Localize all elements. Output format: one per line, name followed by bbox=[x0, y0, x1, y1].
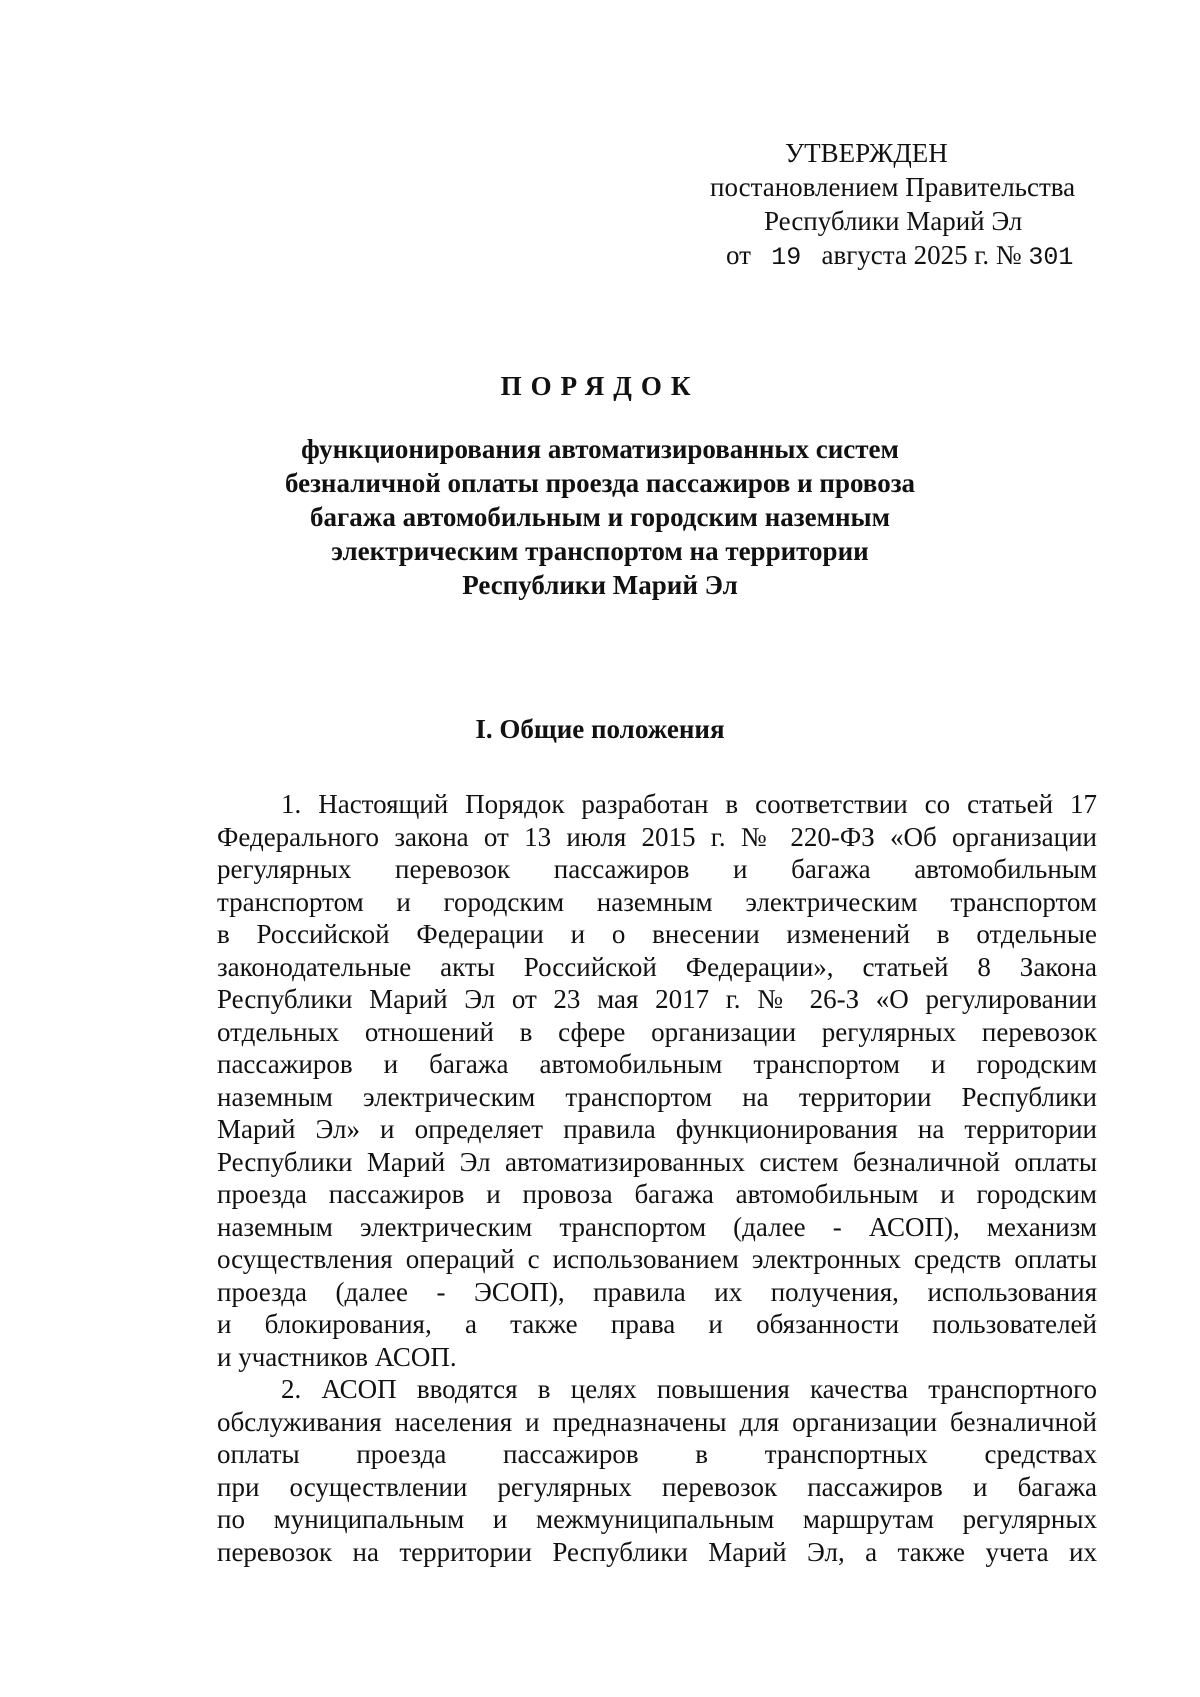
subtitle-line: Республики Марий Эл bbox=[462, 570, 738, 600]
paragraph-line: Федерального закона от 13 июля 2015 г. № 220-ФЗ «Об организации bbox=[217, 821, 1097, 852]
approval-date-prefix: от bbox=[726, 240, 751, 270]
document-subtitle bbox=[240, 432, 960, 602]
section-heading: I. Общие положения bbox=[475, 714, 725, 744]
paragraph-line: по муниципальным и межмуниципальным маршрутам регулярных bbox=[217, 1504, 1097, 1534]
paragraph-line: регулярных перевозок пассажиров и багажа автомобильным bbox=[217, 854, 1097, 884]
paragraph-line: перевозок на территории Республики Марий Эл, а также учета их bbox=[217, 1536, 1097, 1567]
approval-day: 19 bbox=[771, 243, 802, 272]
paragraph-line: проезда пассажиров и провоза багажа автомобильным и городским bbox=[217, 1179, 1097, 1209]
approval-issuer: постановлением Правительства bbox=[710, 172, 1076, 202]
paragraph-line: 2. АСОП вводятся в целях повышения качества транспортного bbox=[281, 1374, 1097, 1404]
paragraph-line: отдельных отношений в сфере организации регулярных перевозок bbox=[217, 1016, 1097, 1047]
subtitle-line: функционирования автоматизированных систем bbox=[301, 434, 899, 464]
approval-stamp-block bbox=[660, 136, 1130, 275]
paragraph-line: наземным электрическим транспортом (далее - АСОП), механизм bbox=[217, 1211, 1097, 1242]
paragraph-line: 1. Настоящий Порядок разработан в соответствии со статьей 17 bbox=[281, 789, 1097, 819]
paragraph-line: при осуществлении регулярных перевозок пассажиров и багажа bbox=[217, 1471, 1097, 1502]
approval-month-year: августа 2025 г. № bbox=[821, 240, 1022, 270]
paragraph-line: проезда (далее - ЭСОП), правила их получения, использования bbox=[217, 1276, 1097, 1307]
paragraph-line: обслуживания населения и предназначены для организации безналичной bbox=[217, 1406, 1097, 1437]
paragraph-line: осуществления операций с использованием электронных средств оплаты bbox=[217, 1244, 1097, 1274]
paragraph-line: законодательные акты Российской Федерации», статьей 8 Закона bbox=[217, 951, 1097, 982]
paragraph-line: Республики Марий Эл от 23 мая 2017 г. № 26-З «О регулировании bbox=[217, 984, 1097, 1014]
paragraph-2 bbox=[217, 1373, 1097, 1568]
paragraph-line: оплаты проезда пассажиров в транспортных средствах bbox=[217, 1439, 1097, 1469]
paragraph-line: Республики Марий Эл автоматизированных систем безналичной оплаты bbox=[217, 1146, 1097, 1177]
paragraph-line: и блокирования, а также права и обязанности пользователей bbox=[217, 1309, 1097, 1339]
approval-number: 301 bbox=[1028, 243, 1074, 272]
approval-region: Республики Марий Эл bbox=[764, 206, 1023, 236]
subtitle-line: багажа автомобильным и городским наземным bbox=[309, 502, 891, 532]
paragraph-line: в Российской Федерации и о внесении изменений в отдельные bbox=[217, 919, 1097, 949]
paragraph-line: наземным электрическим транспортом на территории Республики bbox=[217, 1081, 1097, 1112]
document-body bbox=[217, 788, 1097, 1568]
subtitle-line: безналичной оплаты проезда пассажиров и провоза bbox=[284, 468, 916, 498]
paragraph-line: пассажиров и багажа автомобильным транспортом и городским bbox=[217, 1049, 1097, 1079]
paragraph-1 bbox=[217, 788, 1097, 1373]
paragraph-line: транспортом и городским наземным электрическим транспортом bbox=[217, 886, 1097, 917]
subtitle-line: электрическим транспортом на территории bbox=[331, 536, 869, 566]
paragraph-line: и участников АСОП. bbox=[217, 1341, 457, 1372]
approval-date-line bbox=[660, 238, 1130, 275]
paragraph-line: Марий Эл» и определяет правила функционирования на территории bbox=[217, 1114, 1097, 1144]
document-title: ПОРЯДОК bbox=[500, 371, 700, 401]
approval-heading: УТВЕРЖДЕН bbox=[785, 138, 948, 168]
